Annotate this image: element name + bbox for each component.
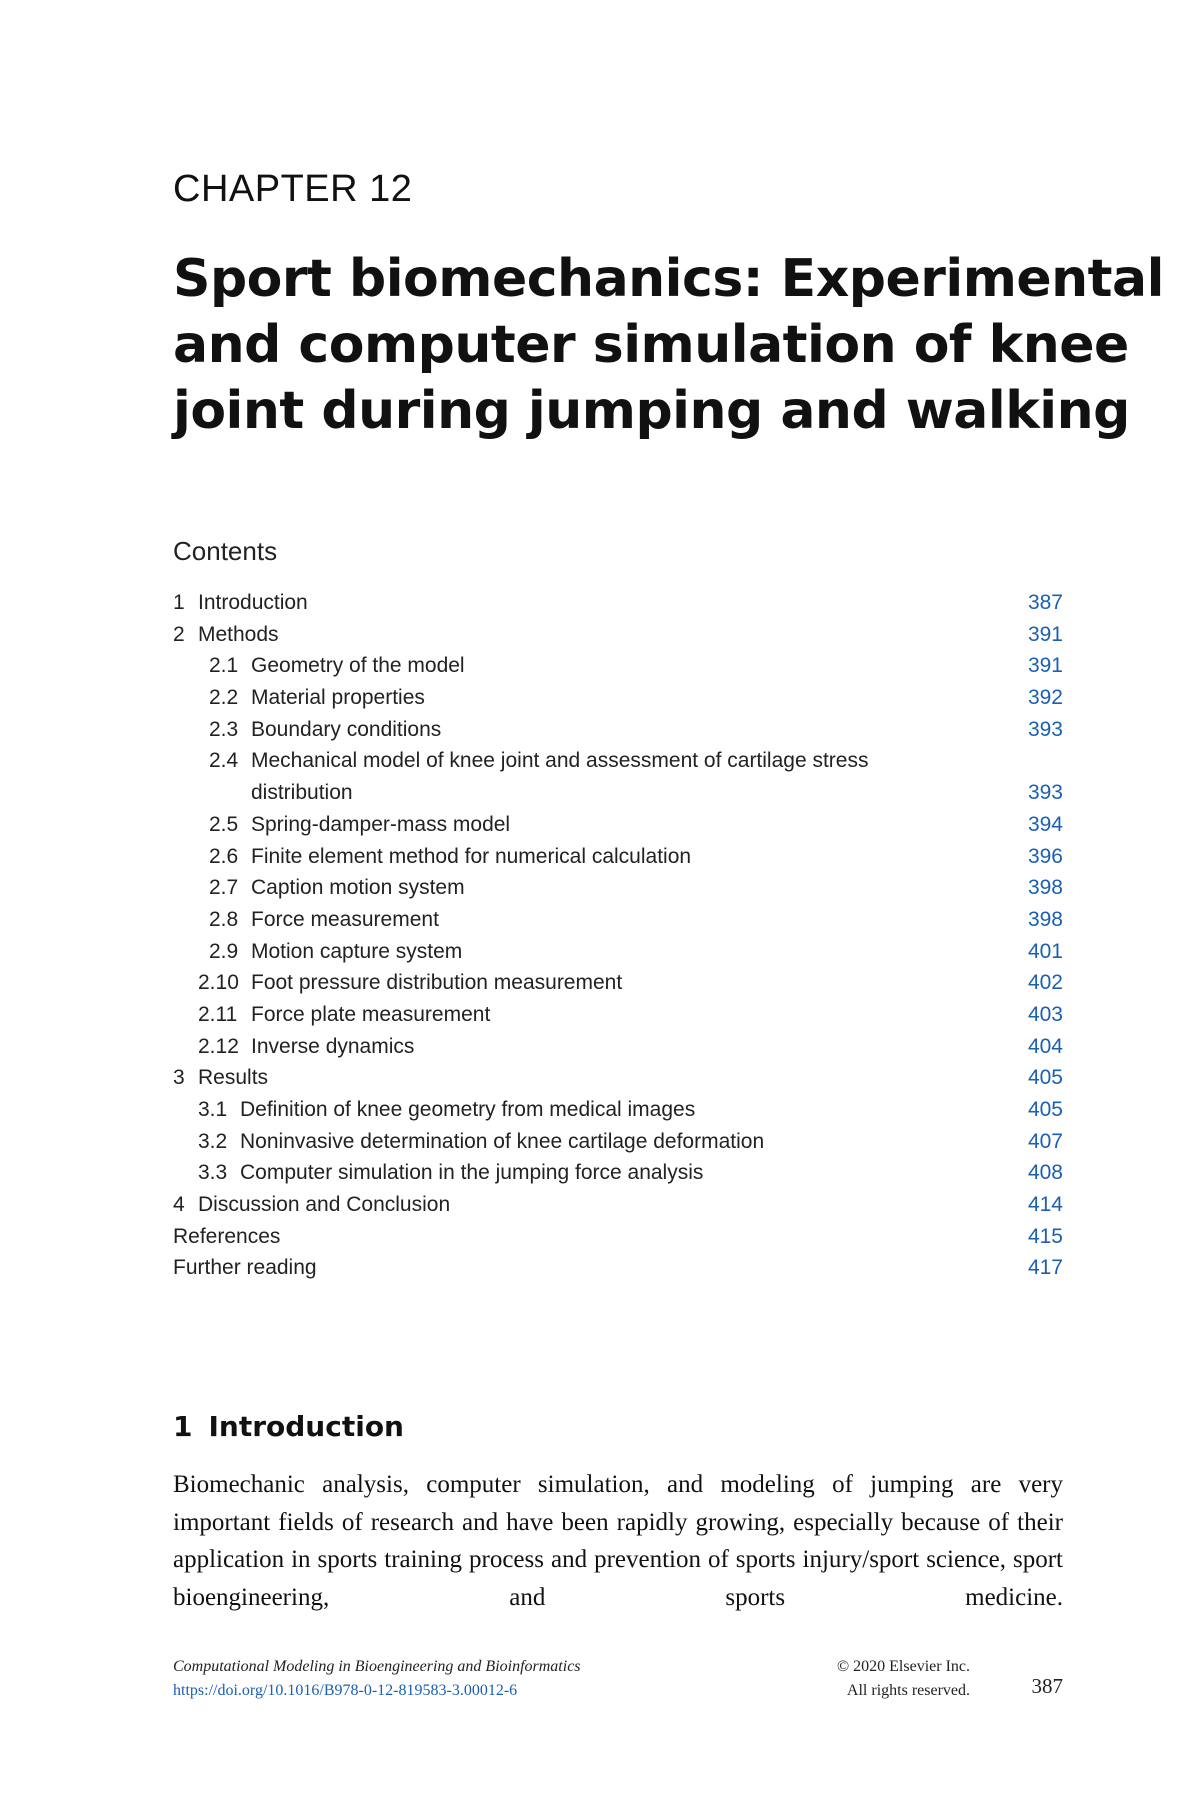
section-number: 1 [173, 1410, 193, 1443]
toc-page-link[interactable]: 403 [1027, 1002, 1063, 1026]
toc-entry-number: 2.8 [209, 907, 239, 931]
toc-entry-title: Force measurement [251, 907, 439, 931]
chapter-title [173, 246, 1164, 444]
footer-copyright [790, 1655, 970, 1703]
chapter-label: CHAPTER 12 [173, 168, 413, 210]
toc-entry-number: 2.5 [209, 812, 239, 836]
toc-page-link[interactable]: 391 [1027, 622, 1063, 646]
toc-entry[interactable] [173, 999, 1063, 1031]
toc-page-link[interactable]: 387 [1027, 590, 1063, 614]
toc-entry[interactable] [173, 967, 1063, 999]
rights-notice: All rights reserved. [846, 1682, 970, 1699]
toc-page-link[interactable]: 401 [1027, 939, 1063, 963]
toc-entry-number: 2 [173, 622, 185, 646]
toc-page-link[interactable]: 393 [1027, 781, 1063, 805]
toc-entry[interactable] [173, 936, 1063, 968]
toc-entry-number: 3.1 [198, 1098, 228, 1122]
toc-page-link[interactable]: 396 [1027, 844, 1063, 868]
toc-entry[interactable] [173, 872, 1063, 904]
toc-page-link[interactable]: 404 [1027, 1034, 1063, 1058]
toc-entry-title: Definition of knee geometry from medical images [240, 1098, 696, 1122]
toc-entry-number: 2.2 [209, 686, 239, 710]
toc-entry-title: Caption motion system [251, 876, 465, 900]
contents-heading: Contents [173, 536, 278, 566]
toc-page-link[interactable]: 405 [1027, 1098, 1063, 1121]
toc-page-link[interactable]: 414 [1027, 1193, 1063, 1217]
section-heading [173, 1410, 404, 1443]
toc-entry-title: Finite element method for numerical calculation [251, 844, 692, 868]
doi-link[interactable]: https://doi.org/10.1016/B978-0-12-819583-3.00012-6 [173, 1682, 518, 1699]
toc-entry-title-line: distribution [251, 781, 353, 805]
chapter-title-line: and computer simulation of knee [173, 315, 1129, 375]
chapter-title-line: joint during jumping and walking [173, 381, 1130, 441]
toc-entry-number: 3.2 [198, 1129, 228, 1153]
toc-entry-title: Force plate measurement [251, 1002, 491, 1026]
copyright-notice: © 2020 Elsevier Inc. [836, 1658, 970, 1675]
toc-entry-number: 2.7 [209, 876, 239, 900]
toc-entry[interactable] [173, 682, 1063, 714]
toc-entry-number: 1 [173, 591, 185, 614]
toc-entry-number: 2.6 [209, 844, 239, 868]
toc-entry-title: Discussion and Conclusion [198, 1193, 451, 1217]
toc-entry[interactable] [173, 1062, 1063, 1094]
toc-entry[interactable] [173, 1126, 1063, 1158]
toc-entry[interactable] [173, 1157, 1063, 1189]
toc-page-link[interactable]: 391 [1027, 654, 1063, 678]
toc-entry-title: Further reading [173, 1256, 317, 1280]
body-paragraph: Biomechanic analysis, computer simulation, and modeling of jumping are very important fields of research and have been rapidly growing, especially because of their application in sports training process and prevention of sports injury/sport science, sport bioengineering, and sports medicine. [173, 1471, 1063, 1611]
toc-entry[interactable] [173, 809, 1063, 841]
toc-entry-title-line: Mechanical model of knee joint and assessment of cartilage stress [251, 749, 869, 773]
toc-entry[interactable] [173, 1031, 1063, 1063]
toc-entry-title: Spring-damper-mass model [251, 812, 511, 836]
toc-page-link[interactable]: 405 [1027, 1066, 1063, 1090]
toc-entry-number: 3.3 [198, 1161, 228, 1185]
toc-entry[interactable] [173, 1189, 1063, 1221]
toc-entry[interactable] [173, 745, 1063, 808]
section-title: Introduction [208, 1410, 404, 1443]
toc-page-link[interactable]: 393 [1027, 717, 1063, 741]
toc-entry[interactable] [173, 714, 1063, 746]
footer-citation [173, 1655, 581, 1703]
table-of-contents [173, 587, 1063, 1284]
toc-entry[interactable] [173, 587, 1063, 619]
toc-entry-title [251, 745, 911, 808]
toc-entry-title: Introduction [198, 591, 308, 614]
toc-page-link[interactable]: 398 [1027, 876, 1063, 900]
toc-page-link[interactable]: 417 [1027, 1256, 1063, 1280]
toc-entry-number: 3 [173, 1066, 185, 1090]
toc-page-link[interactable]: 402 [1027, 971, 1063, 995]
toc-entry-title: Geometry of the model [251, 654, 465, 678]
toc-entry-number: 2.3 [209, 717, 239, 741]
toc-page-link[interactable]: 392 [1027, 686, 1063, 710]
toc-entry-title: Motion capture system [251, 939, 463, 963]
toc-entry-number: 2.4 [209, 749, 239, 773]
toc-entry[interactable] [173, 650, 1063, 682]
toc-page-link[interactable]: 398 [1027, 907, 1063, 931]
toc-entry-title: Noninvasive determination of knee cartilage deformation [240, 1129, 765, 1153]
toc-entry[interactable] [173, 904, 1063, 936]
toc-entry-title: Results [198, 1066, 269, 1090]
toc-entry-number: 2.10 [198, 971, 239, 995]
page-number: 387 [1031, 1674, 1063, 1698]
toc-entry-title: Foot pressure distribution measurement [251, 971, 623, 995]
toc-page-link[interactable]: 407 [1027, 1129, 1063, 1153]
toc-entry[interactable] [173, 619, 1063, 651]
toc-entry-title: Boundary conditions [251, 717, 442, 741]
toc-entry[interactable] [173, 1221, 1063, 1253]
toc-entry[interactable] [173, 1252, 1063, 1284]
toc-entry-title: Material properties [251, 686, 425, 710]
book-title: Computational Modeling in Bioengineering and Bioinformatics [173, 1658, 581, 1675]
toc-entry-number: 4 [173, 1193, 185, 1217]
chapter-title-line: Sport biomechanics: Experimental [173, 249, 1164, 309]
toc-page-link[interactable]: 408 [1027, 1161, 1063, 1185]
toc-entry-title: Computer simulation in the jumping force analysis [240, 1161, 704, 1185]
toc-entry-title: References [173, 1224, 281, 1248]
toc-page-link[interactable]: 415 [1027, 1224, 1063, 1248]
toc-entry-number: 2.9 [209, 939, 239, 963]
toc-entry-number: 2.11 [198, 1002, 238, 1026]
toc-entry-title: Inverse dynamics [251, 1034, 415, 1058]
toc-entry-number: 2.1 [209, 654, 239, 678]
toc-entry[interactable] [173, 1094, 1063, 1126]
toc-entry[interactable] [173, 841, 1063, 873]
toc-entry-title: Methods [198, 622, 279, 646]
toc-page-link[interactable]: 394 [1027, 812, 1063, 836]
toc-entry-number: 2.12 [198, 1034, 239, 1058]
